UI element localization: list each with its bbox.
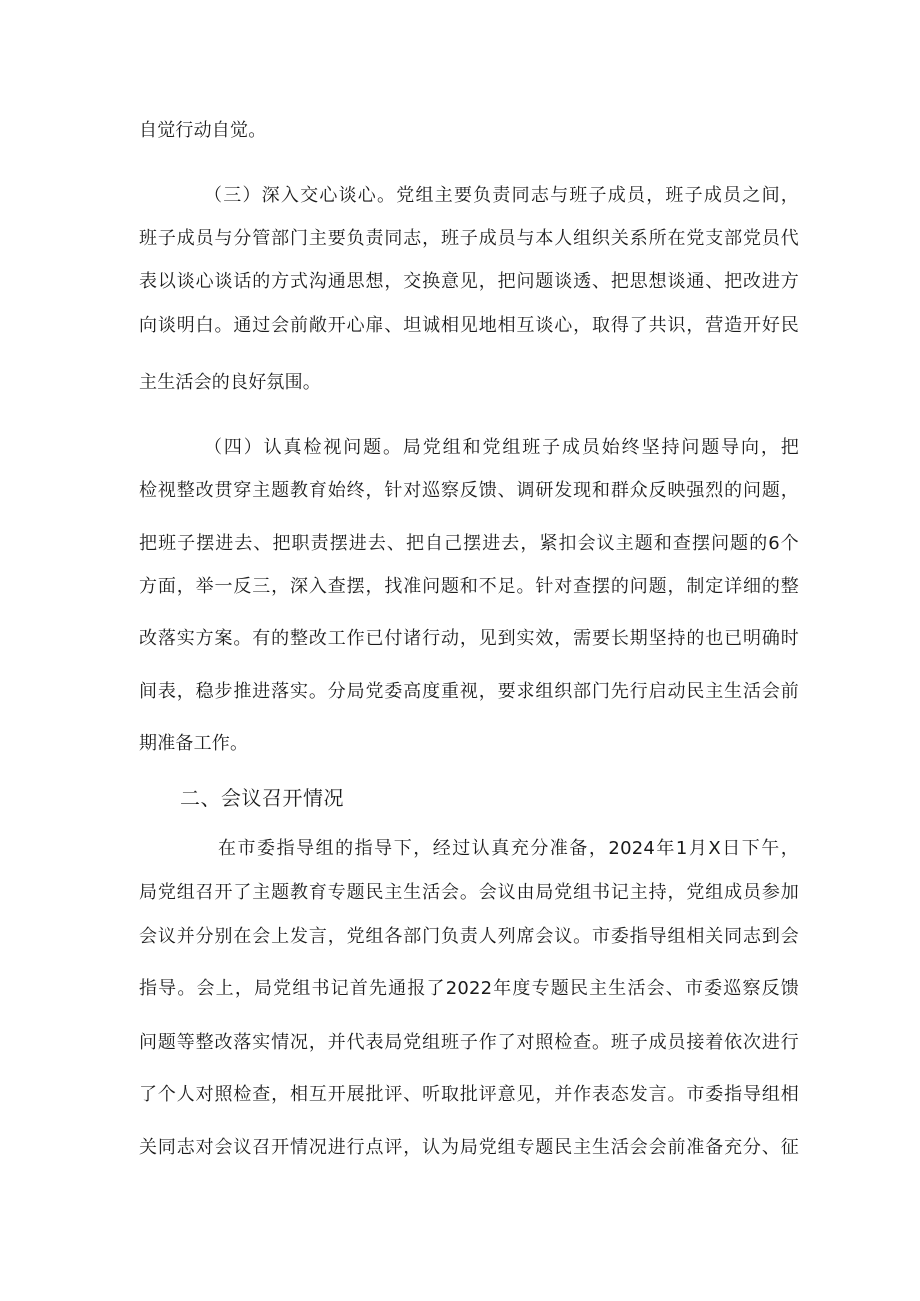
paragraph-line: 指导。会上，局党组书记首先通报了2022年度专题民主生活会、市委巡察反馈 xyxy=(139,978,799,999)
paragraph-line: 班子成员与分管部门主要负责同志，班子成员与本人组织关系所在党支部党员代 xyxy=(139,228,799,249)
paragraph-line: 表以谈心谈话的方式沟通思想，交换意见，把问题谈透、把思想谈通、把改进方 xyxy=(139,271,799,292)
paragraph-line: 关同志对会议召开情况进行点评，认为局党组专题民主生活会会前准备充分、征 xyxy=(139,1137,799,1158)
paragraph-line: （四）认真检视问题。局党组和党组班子成员始终坚持问题导向，把 xyxy=(204,437,799,458)
paragraph-line: 把班子摆进去、把职责摆进去、把自己摆进去，紧扣会议主题和查摆问题的6个 xyxy=(139,533,799,554)
paragraph-line: 在市委指导组的指导下，经过认真充分准备，2024年1月X日下午， xyxy=(218,838,799,859)
paragraph-line: 问题等整改落实情况，并代表局党组班子作了对照检查。班子成员接着依次进行 xyxy=(139,1032,799,1053)
paragraph-line: 自觉行动自觉。 xyxy=(139,120,267,141)
paragraph-line: 检视整改贯穿主题教育始终，针对巡察反馈、调研发现和群众反映强烈的问题， xyxy=(139,480,799,501)
paragraph-line: 方面，举一反三，深入查摆，找准问题和不足。针对查摆的问题，制定详细的整 xyxy=(139,576,799,597)
paragraph-line: 了个人对照检查，相互开展批评、听取批评意见，并作表态发言。市委指导组相 xyxy=(139,1084,799,1105)
paragraph-line: 会议并分别在会上发言，党组各部门负责人列席会议。市委指导组相关同志到会 xyxy=(139,926,799,947)
paragraph-line: 改落实方案。有的整改工作已付诸行动，见到实效，需要长期坚持的也已明确时 xyxy=(139,628,799,649)
paragraph-line: 间表，稳步推进落实。分局党委高度重视，要求组织部门先行启动民主生活会前 xyxy=(139,681,799,702)
paragraph-line: 向谈明白。通过会前敞开心扉、坦诚相见地相互谈心，取得了共识，营造开好民 xyxy=(139,315,799,336)
paragraph-line: 主生活会的良好氛围。 xyxy=(139,372,321,393)
section-heading: 二、会议召开情况 xyxy=(180,786,344,810)
paragraph-line: 期准备工作。 xyxy=(139,733,249,754)
paragraph-line: （三）深入交心谈心。党组主要负责同志与班子成员，班子成员之间， xyxy=(204,185,799,206)
paragraph-line: 局党组召开了主题教育专题民主生活会。会议由局党组书记主持，党组成员参加 xyxy=(139,882,799,903)
